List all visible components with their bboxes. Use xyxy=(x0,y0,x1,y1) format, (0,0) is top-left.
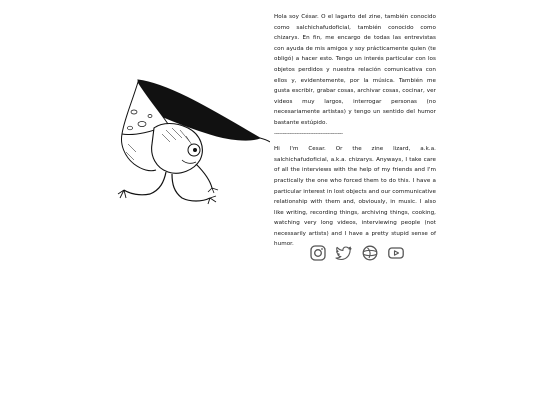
bio-english: Hi I'm Cesar. Or the zine lizard, a.k.a. salchichafudoficial, a.k.a. chizarys. Anyways, I take care of all the interviews with the help of my friends and I'm practically the one who forced them to do this. I have a particular interest in lost objects and our communicative relationship with them and, obviously, in music. I also like writing, recording things, archiving things, cooking, watching very long videos, interviewing people (not necessarily artists) and I have a pretty stupid sense of humor. xyxy=(274,146,436,248)
instagram-link[interactable] xyxy=(309,244,327,262)
web-link[interactable] xyxy=(361,244,379,262)
twitter-icon xyxy=(335,244,353,262)
twitter-link[interactable] xyxy=(335,244,353,262)
social-links xyxy=(309,244,405,262)
youtube-link[interactable] xyxy=(387,244,405,262)
instagram-icon xyxy=(309,244,327,262)
web-icon xyxy=(361,244,379,262)
bio-section xyxy=(274,12,436,250)
lizard-handstand-illustration xyxy=(110,72,270,212)
youtube-icon xyxy=(387,244,405,262)
bio-spanish: Hola soy César. O el lagarto del zine, también conocido como salchichafudoficial, también conocido como chizarys. En fin, me encargo de todas las entrevistas con ayuda de mis amigos y soy prácticamente quien (te obligó) a hacer esto. Tengo un interés particular con los objetos perdidos y nuestra relación comunicativa con ellos y, evidentemente, por la música. También me gusta escribir, grabar cosas, archivar cosas, cocinar, ver videos muy largos, interrogar personas (no necesariamente artistas) y tengo un sentido del humor bastante estúpido. xyxy=(274,14,436,126)
bio-divider: ---------------------------------------- xyxy=(274,130,343,137)
